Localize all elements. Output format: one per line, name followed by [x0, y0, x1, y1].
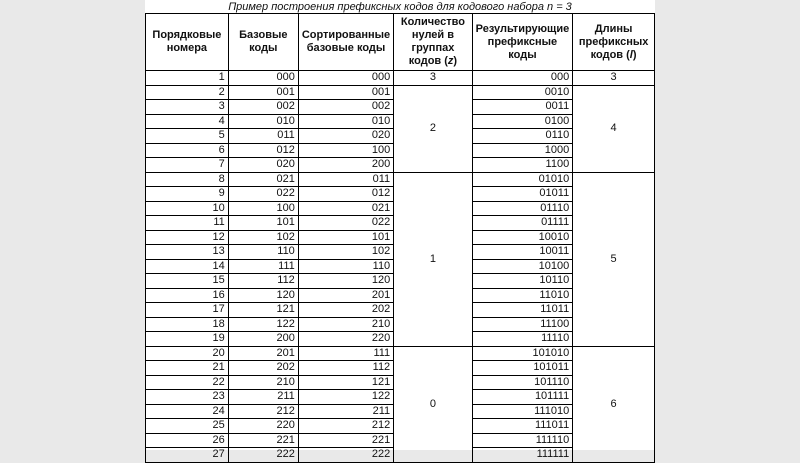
cell-sorted-code[interactable]: 020	[298, 129, 393, 144]
cell-base-code[interactable]: 222	[228, 448, 298, 463]
cell-base-code[interactable]: 010	[228, 114, 298, 129]
cell-index[interactable]: 13	[146, 245, 229, 260]
cell-sorted-code[interactable]: 112	[298, 361, 393, 376]
table-row	[146, 71, 655, 86]
spreadsheet	[145, 0, 655, 461]
cell-sorted-code[interactable]: 101	[298, 230, 393, 245]
cell-sorted-code[interactable]: 200	[298, 158, 393, 173]
cell-prefix-code[interactable]: 0110	[472, 129, 573, 144]
header-prefix-codes: Результирующие префиксные коды	[472, 14, 573, 71]
cell-sorted-code[interactable]: 222	[298, 448, 393, 463]
prefix-codes-table	[145, 13, 655, 463]
cell-base-code[interactable]: 022	[228, 187, 298, 202]
cell-base-code[interactable]: 100	[228, 201, 298, 216]
cell-code-length[interactable]: 3	[573, 71, 655, 86]
cell-prefix-code[interactable]: 01111	[472, 216, 573, 231]
header-index: Порядковые номера	[146, 14, 229, 71]
cell-prefix-code[interactable]: 000	[472, 71, 573, 86]
cell-zero-count[interactable]: 0	[394, 346, 472, 462]
cell-index[interactable]: 18	[146, 317, 229, 332]
cell-prefix-code[interactable]: 10110	[472, 274, 573, 289]
cell-index[interactable]: 15	[146, 274, 229, 289]
cell-prefix-code[interactable]: 11110	[472, 332, 573, 347]
cell-prefix-code[interactable]: 111111	[472, 448, 573, 463]
cell-index[interactable]: 19	[146, 332, 229, 347]
cell-base-code[interactable]: 000	[228, 71, 298, 86]
cell-base-code[interactable]: 111	[228, 259, 298, 274]
cell-prefix-code[interactable]: 11100	[472, 317, 573, 332]
cell-base-code[interactable]: 020	[228, 158, 298, 173]
cell-index[interactable]: 3	[146, 100, 229, 115]
table-row	[146, 346, 655, 361]
cell-base-code[interactable]: 212	[228, 404, 298, 419]
cell-index[interactable]: 8	[146, 172, 229, 187]
cell-index[interactable]: 23	[146, 390, 229, 405]
cell-base-code[interactable]: 021	[228, 172, 298, 187]
cell-base-code[interactable]: 121	[228, 303, 298, 318]
cell-index[interactable]: 22	[146, 375, 229, 390]
cell-prefix-code[interactable]: 101011	[472, 361, 573, 376]
cell-base-code[interactable]: 002	[228, 100, 298, 115]
cell-code-length[interactable]: 6	[573, 346, 655, 462]
cell-base-code[interactable]: 122	[228, 317, 298, 332]
cell-prefix-code[interactable]: 11010	[472, 288, 573, 303]
cell-code-length[interactable]: 5	[573, 172, 655, 346]
cell-index[interactable]: 21	[146, 361, 229, 376]
cell-index[interactable]: 5	[146, 129, 229, 144]
cell-base-code[interactable]: 101	[228, 216, 298, 231]
cell-base-code[interactable]: 110	[228, 245, 298, 260]
cell-prefix-code[interactable]: 111011	[472, 419, 573, 434]
cell-prefix-code[interactable]: 01010	[472, 172, 573, 187]
cell-prefix-code[interactable]: 11011	[472, 303, 573, 318]
cell-prefix-code[interactable]: 1000	[472, 143, 573, 158]
cell-sorted-code[interactable]: 000	[298, 71, 393, 86]
cell-index[interactable]: 26	[146, 433, 229, 448]
cell-base-code[interactable]: 112	[228, 274, 298, 289]
cell-sorted-code[interactable]: 012	[298, 187, 393, 202]
cell-index[interactable]: 16	[146, 288, 229, 303]
table-caption: Пример построения префиксных кодов для кодового набора n = 3	[228, 1, 572, 13]
cell-index[interactable]: 24	[146, 404, 229, 419]
cell-prefix-code[interactable]: 101111	[472, 390, 573, 405]
cell-prefix-code[interactable]: 101010	[472, 346, 573, 361]
cell-sorted-code[interactable]: 122	[298, 390, 393, 405]
cell-sorted-code[interactable]: 202	[298, 303, 393, 318]
cell-base-code[interactable]: 210	[228, 375, 298, 390]
cell-zero-count[interactable]: 2	[394, 85, 472, 172]
cell-sorted-code[interactable]: 001	[298, 85, 393, 100]
cell-index[interactable]: 7	[146, 158, 229, 173]
cell-index[interactable]: 2	[146, 85, 229, 100]
cell-base-code[interactable]: 001	[228, 85, 298, 100]
cell-base-code[interactable]: 012	[228, 143, 298, 158]
cell-sorted-code[interactable]: 002	[298, 100, 393, 115]
cell-base-code[interactable]: 201	[228, 346, 298, 361]
cell-prefix-code[interactable]: 0010	[472, 85, 573, 100]
cell-prefix-code[interactable]: 111010	[472, 404, 573, 419]
cell-sorted-code[interactable]: 110	[298, 259, 393, 274]
cell-index[interactable]: 6	[146, 143, 229, 158]
cell-sorted-code[interactable]: 100	[298, 143, 393, 158]
cell-prefix-code[interactable]: 10100	[472, 259, 573, 274]
cell-sorted-code[interactable]: 010	[298, 114, 393, 129]
cell-index[interactable]: 25	[146, 419, 229, 434]
cell-base-code[interactable]: 120	[228, 288, 298, 303]
cell-prefix-code[interactable]: 01011	[472, 187, 573, 202]
header-zero-count: Количество нулей в группах кодов (z)	[394, 14, 472, 71]
cell-base-code[interactable]: 202	[228, 361, 298, 376]
cell-prefix-code[interactable]: 1100	[472, 158, 573, 173]
cell-sorted-code[interactable]: 102	[298, 245, 393, 260]
cell-sorted-code[interactable]: 220	[298, 332, 393, 347]
table-body	[146, 71, 655, 463]
cell-index[interactable]: 20	[146, 346, 229, 361]
cell-zero-count[interactable]: 3	[394, 71, 472, 86]
header-code-length: Длины префиксных кодов (l)	[573, 14, 655, 71]
cell-index[interactable]: 4	[146, 114, 229, 129]
cell-prefix-code[interactable]: 10010	[472, 230, 573, 245]
cell-index[interactable]: 9	[146, 187, 229, 202]
cell-prefix-code[interactable]: 0100	[472, 114, 573, 129]
cell-prefix-code[interactable]: 0011	[472, 100, 573, 115]
cell-sorted-code[interactable]: 201	[298, 288, 393, 303]
cell-prefix-code[interactable]: 101110	[472, 375, 573, 390]
header-base-codes: Базовые коды	[228, 14, 298, 71]
table-row	[146, 85, 655, 100]
cell-index[interactable]: 10	[146, 201, 229, 216]
cell-sorted-code[interactable]: 022	[298, 216, 393, 231]
header-row	[146, 14, 655, 71]
cell-sorted-code[interactable]: 120	[298, 274, 393, 289]
cell-base-code[interactable]: 102	[228, 230, 298, 245]
cell-sorted-code[interactable]: 021	[298, 201, 393, 216]
cell-sorted-code[interactable]: 212	[298, 419, 393, 434]
cell-base-code[interactable]: 221	[228, 433, 298, 448]
cell-sorted-code[interactable]: 221	[298, 433, 393, 448]
cell-index[interactable]: 14	[146, 259, 229, 274]
cell-sorted-code[interactable]: 111	[298, 346, 393, 361]
cell-index[interactable]: 1	[146, 71, 229, 86]
cell-prefix-code[interactable]: 10011	[472, 245, 573, 260]
cell-base-code[interactable]: 220	[228, 419, 298, 434]
cell-prefix-code[interactable]: 01110	[472, 201, 573, 216]
header-sorted-codes: Сортированные базовые коды	[298, 14, 393, 71]
cell-base-code[interactable]: 011	[228, 129, 298, 144]
cell-sorted-code[interactable]: 210	[298, 317, 393, 332]
cell-base-code[interactable]: 200	[228, 332, 298, 347]
cell-code-length[interactable]: 4	[573, 85, 655, 172]
cell-prefix-code[interactable]: 111110	[472, 433, 573, 448]
cell-sorted-code[interactable]: 011	[298, 172, 393, 187]
cell-sorted-code[interactable]: 211	[298, 404, 393, 419]
cell-index[interactable]: 12	[146, 230, 229, 245]
cell-index[interactable]: 17	[146, 303, 229, 318]
cell-index[interactable]: 27	[146, 448, 229, 463]
cell-sorted-code[interactable]: 121	[298, 375, 393, 390]
cell-zero-count[interactable]: 1	[394, 172, 472, 346]
table-row	[146, 172, 655, 187]
cell-base-code[interactable]: 211	[228, 390, 298, 405]
cell-index[interactable]: 11	[146, 216, 229, 231]
